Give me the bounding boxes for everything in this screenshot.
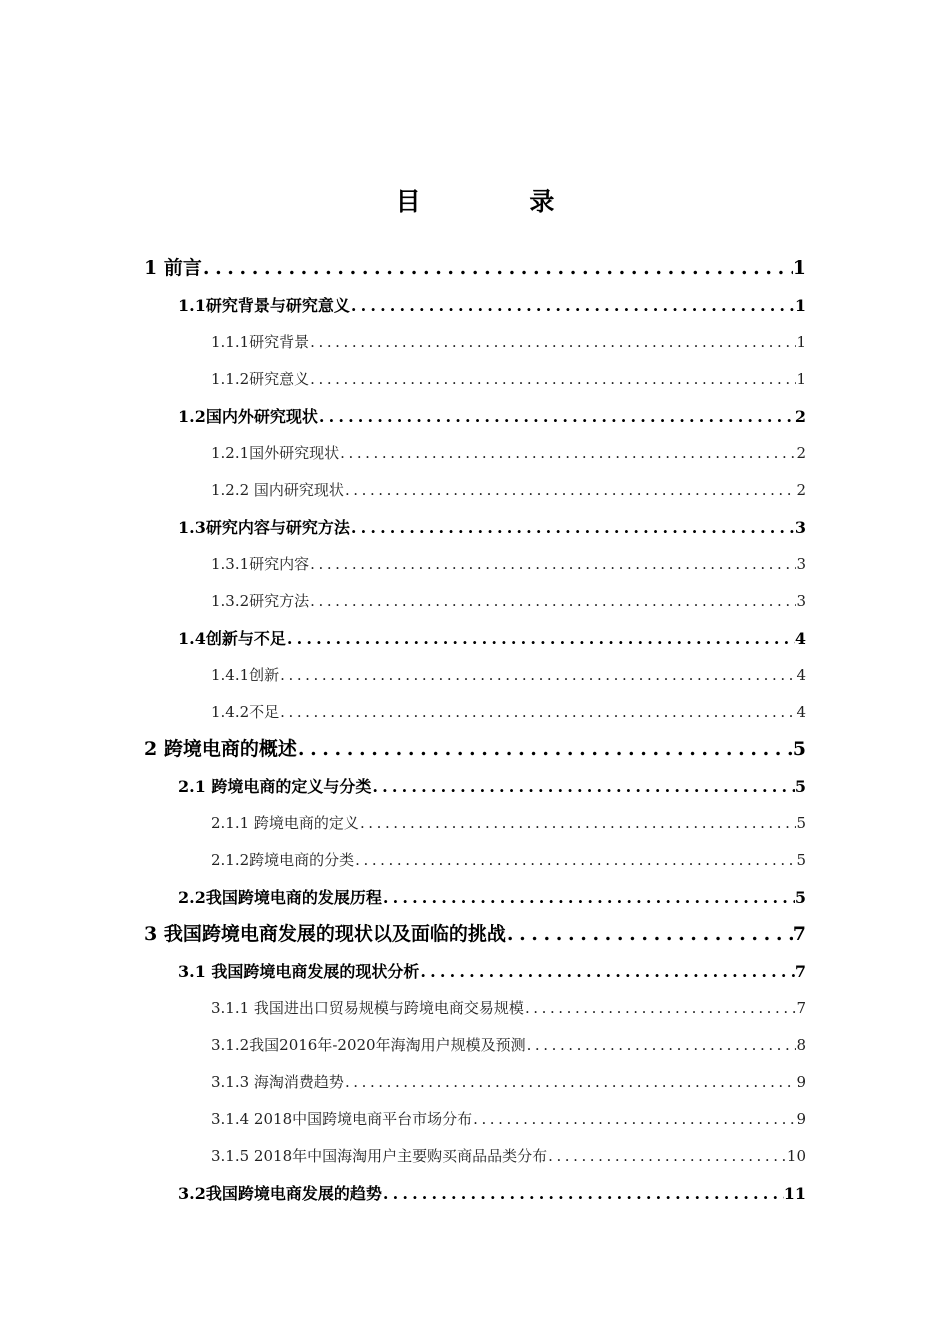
toc-entry[interactable]: [0, 805, 806, 842]
toc-entry[interactable]: [0, 620, 806, 657]
toc-entry-title: 1.1.1研究背景: [211, 333, 310, 351]
toc-entry-title: 3.2我国跨境电商发展的趋势: [178, 1184, 382, 1203]
toc-page-number: 5: [796, 851, 806, 869]
toc-entry[interactable]: [0, 472, 806, 509]
toc-entry-title: 2.2我国跨境电商的发展历程: [178, 888, 382, 907]
toc-entry-title: 1.4.1创新: [211, 666, 280, 684]
toc-page-number: 4: [796, 703, 806, 721]
toc-entry[interactable]: [0, 546, 806, 583]
toc-dot-leader: [309, 583, 796, 620]
toc-dot-leader: [309, 546, 796, 583]
toc-entry[interactable]: [0, 324, 806, 361]
toc-dot-leader: [279, 657, 796, 694]
toc-dot-leader: [506, 916, 793, 953]
toc-dot-leader: [359, 805, 797, 842]
toc-page-number: 2: [796, 444, 806, 462]
toc-page-number: 1: [796, 370, 806, 388]
toc-entry-title: 2.1.2跨境电商的分类: [211, 851, 355, 869]
toc-page-number: 2: [796, 481, 806, 499]
page-title: 目 录: [395, 187, 605, 216]
toc-entry-title: 1.3.2研究方法: [211, 592, 310, 610]
toc-entry[interactable]: [0, 731, 806, 768]
toc-page-number: 7: [792, 923, 806, 945]
toc-entry-title: 1.4创新与不足: [178, 629, 286, 648]
toc-dot-leader: [547, 1138, 787, 1175]
toc-entry-title: 1.4.2不足: [211, 703, 280, 721]
toc-page-number: 3: [796, 555, 806, 573]
toc-entry-title: 1.2国内外研究现状: [178, 407, 318, 426]
toc-entry[interactable]: [0, 398, 806, 435]
toc-entry[interactable]: [0, 287, 806, 324]
toc-page-number: 5: [796, 814, 806, 832]
toc-page-number: 9: [796, 1073, 806, 1091]
toc-entry[interactable]: [0, 1101, 806, 1138]
toc-entry-title: 3.1.1 我国进出口贸易规模与跨境电商交易规模: [211, 999, 524, 1017]
toc-page-number: 5: [794, 777, 806, 796]
toc-entry-title: 2.1 跨境电商的定义与分类: [178, 777, 372, 796]
toc-dot-leader: [350, 287, 795, 324]
toc-entry-title: 3.1.5 2018年中国海淘用户主要购买商品品类分布: [211, 1147, 548, 1165]
toc-page-number: 8: [796, 1036, 806, 1054]
toc-entry[interactable]: [0, 1064, 806, 1101]
toc-dot-leader: [279, 694, 796, 731]
toc-page-number: 7: [796, 999, 806, 1017]
toc-entry[interactable]: [0, 916, 806, 953]
toc-dot-leader: [344, 472, 797, 509]
toc-dot-leader: [344, 1064, 797, 1101]
toc-dot-leader: [309, 361, 796, 398]
toc-page-number: 10: [786, 1147, 806, 1165]
toc-dot-leader: [202, 250, 793, 287]
toc-entry-title: 3.1.3 海淘消费趋势: [211, 1073, 344, 1091]
toc-entry-title: 3.1.4 2018中国跨境电商平台市场分布: [211, 1110, 473, 1128]
toc-entry[interactable]: [0, 435, 806, 472]
toc-dot-leader: [318, 398, 795, 435]
toc-page-number: 4: [796, 666, 806, 684]
toc-page-number: 4: [794, 629, 806, 648]
toc-entry[interactable]: [0, 361, 806, 398]
toc-page-number: 2: [794, 407, 806, 426]
toc-page-number: 7: [794, 962, 806, 981]
toc-page-number: 5: [794, 888, 806, 907]
toc-dot-leader: [419, 953, 794, 990]
toc-dot-leader: [339, 435, 796, 472]
toc-entry[interactable]: [0, 953, 806, 990]
toc-entry[interactable]: [0, 1138, 806, 1175]
toc-page-number: 9: [796, 1110, 806, 1128]
toc-entry[interactable]: [0, 509, 806, 546]
toc-entry[interactable]: [0, 657, 806, 694]
toc-entry[interactable]: [0, 990, 806, 1027]
toc-dot-leader: [382, 879, 795, 916]
toc-page-number: 1: [794, 296, 806, 315]
toc-entry[interactable]: [0, 250, 806, 287]
toc-dot-leader: [309, 324, 796, 361]
table-of-contents: [0, 250, 950, 1212]
toc-page-number: 5: [792, 738, 806, 760]
toc-entry[interactable]: [0, 1027, 806, 1064]
toc-page-number: 11: [783, 1184, 806, 1203]
toc-entry-title: 1.3研究内容与研究方法: [178, 518, 350, 537]
toc-entry-title: 3.1.2我国2016年-2020年海淘用户规模及预测: [211, 1036, 526, 1054]
toc-entry[interactable]: [0, 1175, 806, 1212]
toc-entry-title: 1.3.1研究内容: [211, 555, 310, 573]
toc-entry[interactable]: [0, 842, 806, 879]
toc-page-number: 1: [796, 333, 806, 351]
toc-page-number: 3: [796, 592, 806, 610]
toc-entry-title: 1 前言: [144, 257, 202, 279]
toc-entry[interactable]: [0, 879, 806, 916]
toc-entry-title: 3 我国跨境电商发展的现状以及面临的挑战: [144, 923, 506, 945]
toc-dot-leader: [354, 842, 796, 879]
toc-entry-title: 1.2.1国外研究现状: [211, 444, 340, 462]
toc-dot-leader: [350, 509, 795, 546]
toc-dot-leader: [286, 620, 795, 657]
toc-dot-leader: [524, 990, 797, 1027]
toc-page-number: 1: [792, 257, 806, 279]
toc-dot-leader: [371, 768, 794, 805]
toc-entry[interactable]: [0, 768, 806, 805]
toc-dot-leader: [297, 731, 793, 768]
toc-page-number: 3: [794, 518, 806, 537]
toc-entry-title: 1.1研究背景与研究意义: [178, 296, 350, 315]
toc-entry[interactable]: [0, 583, 806, 620]
toc-entry-title: 3.1 我国跨境电商发展的现状分析: [178, 962, 420, 981]
toc-dot-leader: [382, 1175, 784, 1212]
toc-entry[interactable]: [0, 694, 806, 731]
toc-dot-leader: [472, 1101, 796, 1138]
toc-entry-title: 2 跨境电商的概述: [144, 738, 297, 760]
toc-entry-title: 2.1.1 跨境电商的定义: [211, 814, 359, 832]
toc-entry-title: 1.1.2研究意义: [211, 370, 310, 388]
toc-dot-leader: [526, 1027, 797, 1064]
toc-entry-title: 1.2.2 国内研究现状: [211, 481, 344, 499]
